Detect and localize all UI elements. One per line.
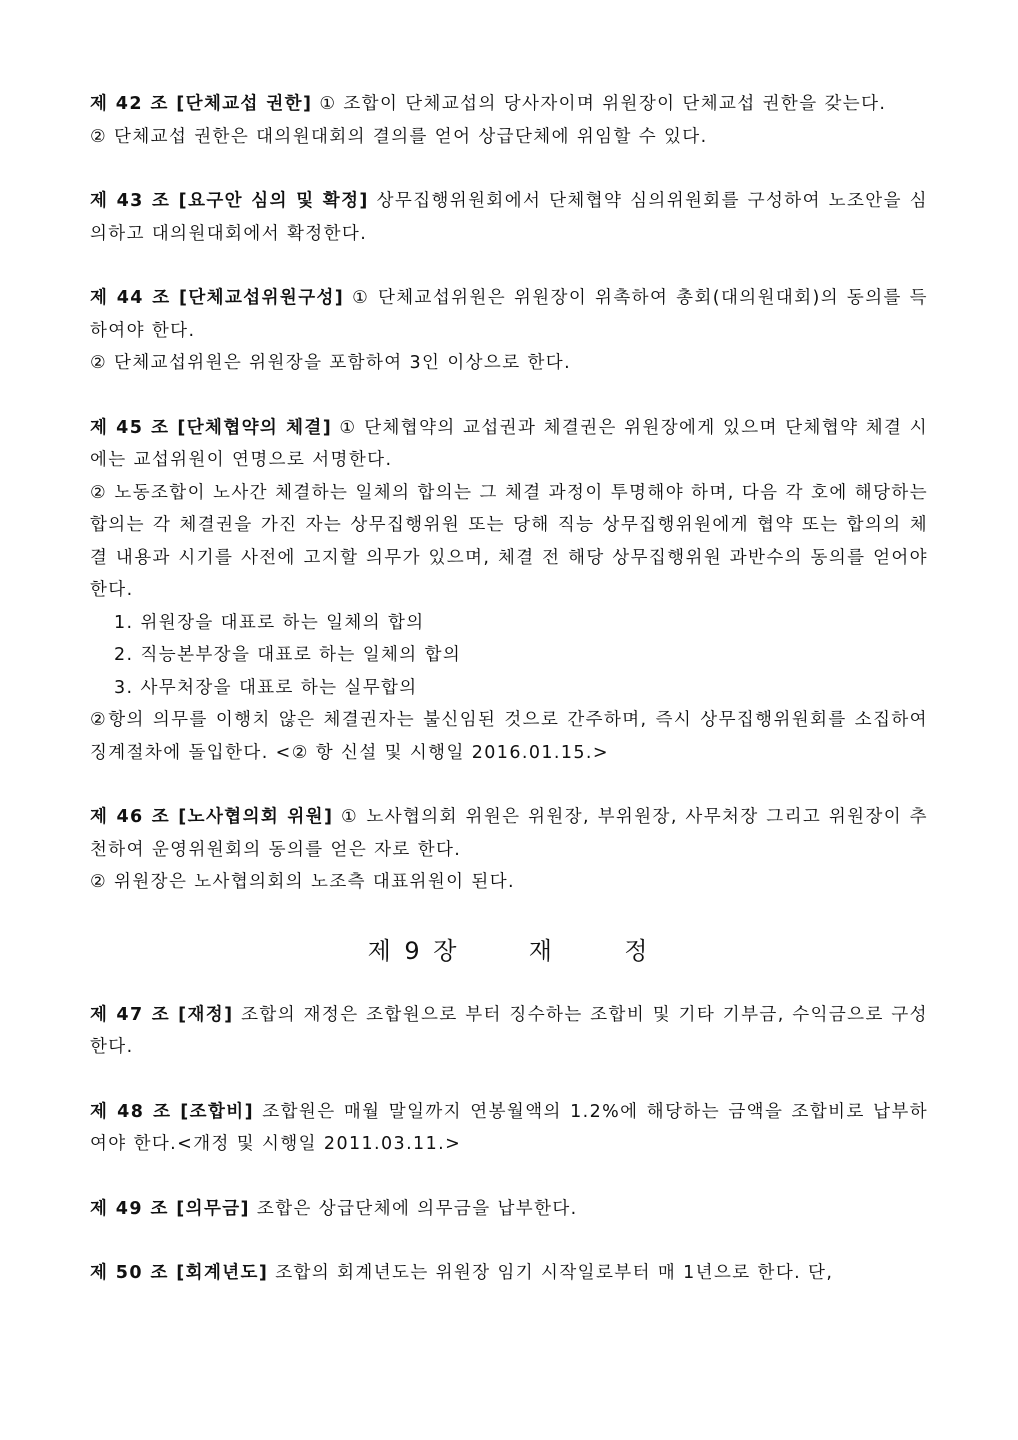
document-page bbox=[90, 88, 928, 1322]
article-body: 조합원은 매월 말일까지 연봉월액의 1.2%에 해당하는 금액을 조합비로 납부하여야 한다.<개정 및 시행일 2011.03.11.> bbox=[90, 1101, 929, 1154]
chapter-number: 제 9 장 bbox=[367, 936, 460, 965]
chapter-title-part-2: 정 bbox=[624, 936, 651, 965]
list-item: 2. 직능본부장을 대표로 하는 일체의 합의 bbox=[114, 645, 462, 665]
article-clause-1: ① 노사협의회 위원은 위원장, 부위원장, 사무처장 그리고 위원장이 추천하여 운영위원회의 동의를 얻은 자로 한다. bbox=[90, 807, 928, 860]
article-heading: 제 44 조 [단체교섭위원구성] bbox=[90, 288, 345, 308]
article-48 bbox=[90, 1096, 928, 1161]
article-44 bbox=[90, 282, 928, 380]
chapter-heading bbox=[90, 931, 928, 971]
article-clause-1: ① 단체교섭위원은 위원장이 위촉하여 총회(대의원대회)의 동의를 득하여야 한다. bbox=[90, 288, 928, 341]
article-heading: 제 49 조 [의무금] bbox=[90, 1198, 250, 1219]
article-47 bbox=[90, 999, 928, 1064]
article-heading: 제 42 조 [단체교섭 권한] bbox=[90, 94, 313, 114]
article-45 bbox=[90, 412, 928, 770]
article-clause-1: ① 조합이 단체교섭의 당사자이며 위원장이 단체교섭 권한을 갖는다. bbox=[312, 94, 887, 114]
article-49 bbox=[90, 1193, 928, 1226]
article-clause-2: ② 위원장은 노사협의회의 노조측 대표위원이 된다. bbox=[90, 872, 515, 892]
article-body: 조합은 상급단체에 의무금을 납부한다. bbox=[249, 1198, 578, 1219]
article-body: 상무집행위원회에서 단체협약 심의위원회를 구성하여 노조안을 심의하고 대의원대회에서 확정한다. bbox=[90, 191, 928, 244]
article-clause-2: ② 노동조합이 노사간 체결하는 일체의 합의는 그 체결 과정이 투명해야 하며, 다음 각 호에 해당하는 합의는 각 체결권을 가진 자는 상무집행위원 또는 당해 직능 상무집행위원에게 협약 또는 합의의 체결 내용과 시기를 사전에 고지할 의무가 있으며, 체결 전 해당 상무집행위원 과반수의 동의를 얻어야 한다. bbox=[90, 482, 928, 600]
article-body: 조합의 회계년도는 위원장 임기 시작일로부터 매 1년으로 한다. 단, bbox=[268, 1263, 834, 1283]
article-heading: 제 48 조 [조합비] bbox=[90, 1101, 254, 1122]
article-42 bbox=[90, 88, 928, 153]
article-heading: 제 50 조 [회계년도] bbox=[90, 1263, 269, 1283]
article-tail-note: ②항의 의무를 이행치 않은 체결권자는 불신임된 것으로 간주하며, 즉시 상무집행위원회를 소집하여 징계절차에 돌입한다. <② 항 신설 및 시행일 2016.01.15.> bbox=[90, 710, 928, 763]
article-clause-2: ② 단체교섭 권한은 대의원대회의 결의를 얻어 상급단체에 위임할 수 있다. bbox=[90, 126, 708, 147]
article-heading: 제 43 조 [요구안 심의 및 확정] bbox=[90, 191, 369, 211]
article-heading: 제 46 조 [노사협의회 위원] bbox=[90, 807, 334, 827]
list-item: 1. 위원장을 대표로 하는 일체의 합의 bbox=[114, 612, 425, 633]
article-body: 조합의 재정은 조합원으로 부터 징수하는 조합비 및 기타 기부금, 수익금으로 구성한다. bbox=[90, 1004, 928, 1057]
chapter-title-part-1: 재 bbox=[528, 936, 555, 965]
article-heading: 제 47 조 [재정] bbox=[90, 1004, 234, 1025]
article-heading: 제 45 조 [단체협약의 체결] bbox=[90, 417, 333, 438]
article-43 bbox=[90, 185, 928, 250]
article-50 bbox=[90, 1257, 928, 1290]
article-46 bbox=[90, 801, 928, 899]
list-item: 3. 사무처장을 대표로 하는 실무합의 bbox=[114, 677, 418, 698]
article-clause-1: ① 단체협약의 교섭권과 체결권은 위원장에게 있으며 단체협약 체결 시에는 교섭위원이 연명으로 서명한다. bbox=[90, 417, 928, 470]
article-clause-2: ② 단체교섭위원은 위원장을 포함하여 3인 이상으로 한다. bbox=[90, 353, 572, 373]
